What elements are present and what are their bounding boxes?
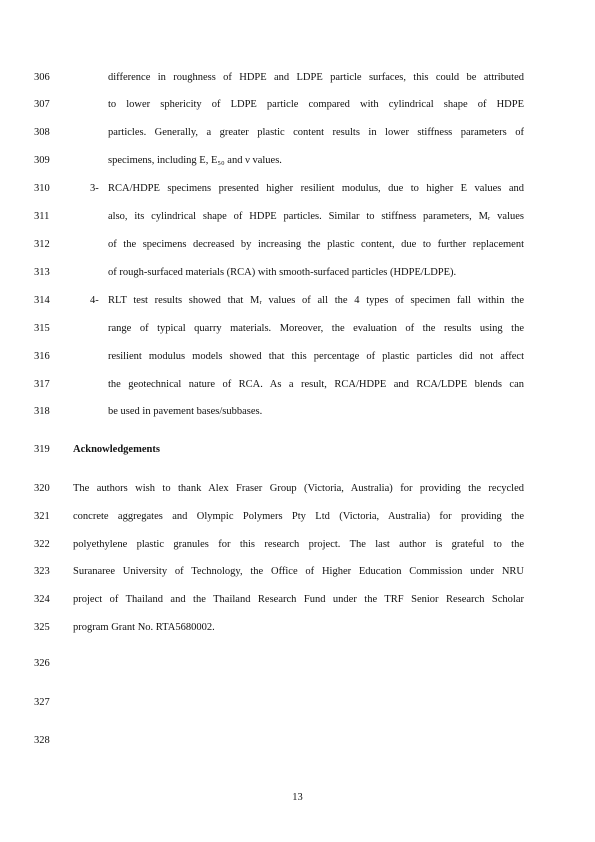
text-line <box>0 695 595 711</box>
line-number: 315 <box>34 323 50 334</box>
line-text: of rough-surfaced materials (RCA) with smooth-surfaced particles (HDPE/LDPE). <box>108 267 457 278</box>
line-text: polyethylene plastic granules for this research project. The last author is grateful to the <box>73 539 524 550</box>
line-number: 317 <box>34 379 50 390</box>
line-number: 311 <box>34 211 50 222</box>
line-text: difference in roughness of HDPE and LDPE particle surfaces, this could be attributed <box>108 72 524 83</box>
line-number: 324 <box>34 594 50 605</box>
line-number: 318 <box>34 406 50 417</box>
text-line <box>0 349 595 365</box>
line-number: 310 <box>34 183 50 194</box>
line-text: specimens, including E, E₅₀ and ν values. <box>108 155 282 166</box>
line-number: 319 <box>34 444 50 455</box>
line-number: 308 <box>34 127 50 138</box>
text-line <box>0 153 595 169</box>
line-number: 314 <box>34 295 50 306</box>
line-text: particles. Generally, a greater plastic content results in lower stiffness parameters of <box>108 127 524 138</box>
page-number: 13 <box>292 792 303 803</box>
text-line <box>0 509 595 525</box>
section-heading: Acknowledgements <box>73 444 160 455</box>
list-item <box>0 293 595 309</box>
text-line <box>0 265 595 281</box>
text-line <box>0 620 595 636</box>
line-text: be used in pavement bases/subbases. <box>108 406 263 417</box>
text-line <box>0 564 595 580</box>
line-text: resilient modulus models showed that this percentage of plastic particles did not affect <box>108 351 524 362</box>
line-number: 306 <box>34 72 50 83</box>
line-text: Suranaree University of Technology, the Office of Higher Education Commission under NRU <box>73 566 524 577</box>
line-text: to lower sphericity of LDPE particle compared with cylindrical shape of HDPE <box>108 99 524 110</box>
section-heading-line <box>0 442 595 458</box>
line-number: 316 <box>34 351 50 362</box>
line-number: 321 <box>34 511 50 522</box>
line-number: 312 <box>34 239 50 250</box>
text-line <box>0 70 595 86</box>
text-line <box>0 537 595 553</box>
line-text: the geotechnical nature of RCA. As a result, RCA/HDPE and RCA/LDPE blends can <box>108 379 524 390</box>
line-text: concrete aggregates and Olympic Polymers Pty Ltd (Victoria, Australia) for providing the <box>73 511 524 522</box>
list-marker: 3- <box>90 183 99 194</box>
text-line <box>0 97 595 113</box>
text-line <box>0 404 595 420</box>
text-line <box>0 125 595 141</box>
text-line <box>0 656 595 672</box>
text-line <box>0 209 595 225</box>
line-number: 323 <box>34 566 50 577</box>
line-text: of the specimens decreased by increasing the plastic content, due to further replacement <box>108 239 524 250</box>
text-line <box>0 321 595 337</box>
line-number: 313 <box>34 267 50 278</box>
line-text: RCA/HDPE specimens presented higher resilient modulus, due to higher E values and <box>108 183 524 194</box>
line-number: 328 <box>34 735 50 746</box>
line-text: range of typical quarry materials. Moreover, the evaluation of the results using the <box>108 323 524 334</box>
line-number: 320 <box>34 483 50 494</box>
text-line <box>0 481 595 497</box>
text-line <box>0 237 595 253</box>
line-number: 307 <box>34 99 50 110</box>
line-number: 322 <box>34 539 50 550</box>
list-item <box>0 181 595 197</box>
line-text: RLT test results showed that Mᵣ values of all the 4 types of specimen fall within the <box>108 295 524 306</box>
line-text: The authors wish to thank Alex Fraser Group (Victoria, Australia) for providing the recycled <box>73 483 524 494</box>
line-number: 325 <box>34 622 50 633</box>
text-line <box>0 377 595 393</box>
line-number: 309 <box>34 155 50 166</box>
line-text: project of Thailand and the Thailand Research Fund under the TRF Senior Research Scholar <box>73 594 524 605</box>
line-number: 326 <box>34 658 50 669</box>
list-marker: 4- <box>90 295 99 306</box>
line-number: 327 <box>34 697 50 708</box>
text-line <box>0 733 595 749</box>
line-text: program Grant No. RTA5680002. <box>73 622 215 633</box>
text-line <box>0 592 595 608</box>
line-text: also, its cylindrical shape of HDPE particles. Similar to stiffness parameters, Mᵣ values <box>108 211 524 222</box>
